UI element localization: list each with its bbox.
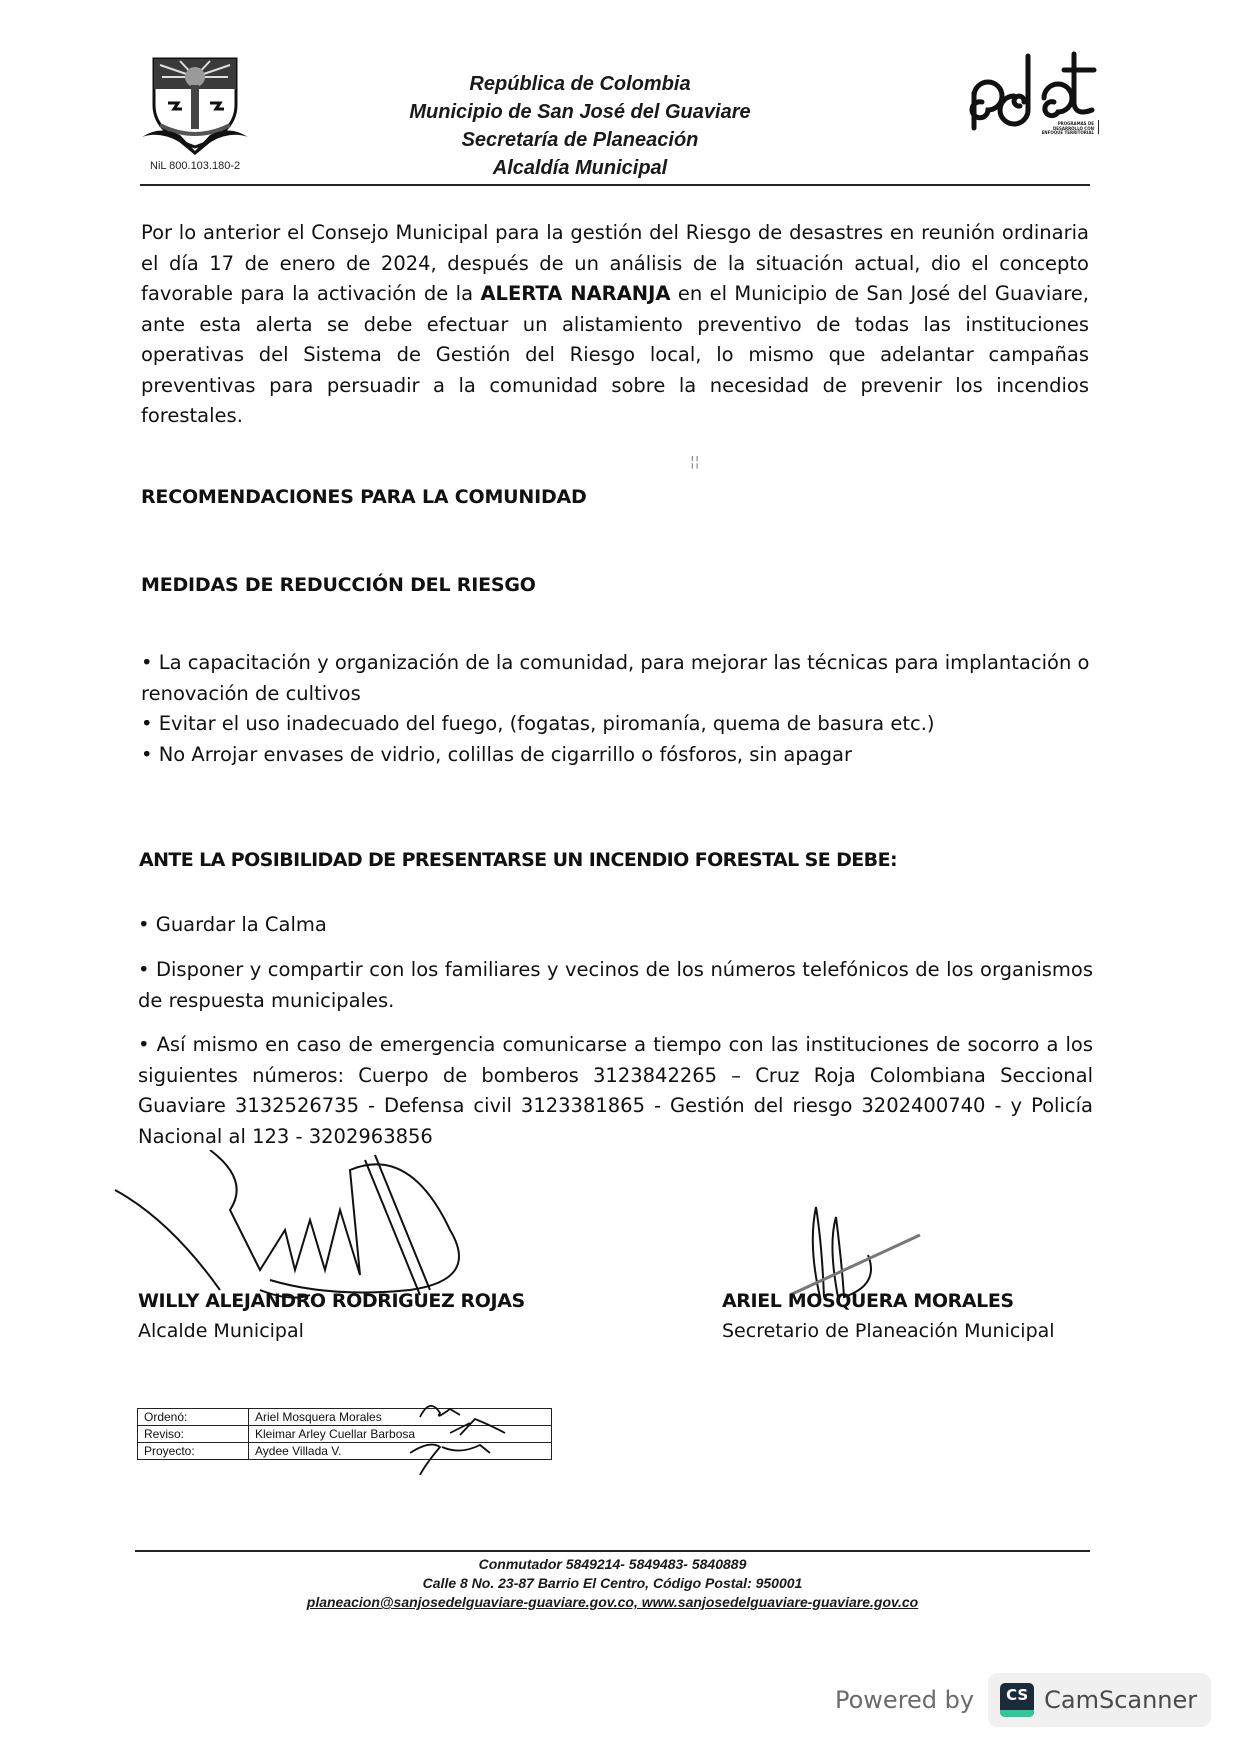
powered-by-label: Powered by: [835, 1686, 975, 1714]
section-heading-recommendations: RECOMENDACIONES PARA LA COMUNIDAD: [141, 486, 587, 508]
mayor-role: Alcalde Municipal: [138, 1320, 304, 1342]
letterhead-title: [360, 70, 800, 182]
mayor-signature: [110, 1150, 530, 1300]
initials-signatures: [380, 1395, 530, 1475]
row-value: Aydee Villada V.: [249, 1443, 552, 1460]
header-line-mayoralty: Alcaldía Municipal: [492, 157, 668, 179]
secretary-name: ARIEL MOSQUERA MORALES: [722, 1290, 1014, 1312]
list-item: • La capacitación y organización de la comunidad, para mejorar las técnicas para implantación o renovación de cultivos: [141, 651, 1090, 705]
pdet-subtitle: PROGRAMAS DE DESARROLLO CON ENFOQUE TERRITORIAL: [1041, 121, 1094, 135]
mayor-name: WILLY ALEJANDRO RODRIGUEZ ROJAS: [138, 1290, 525, 1312]
list-item: • No Arrojar envases de vidrio, colillas de cigarrillo o fósforos, sin apagar: [141, 742, 853, 766]
footer-phones: Conmutador 5849214- 5849483- 5840889: [478, 1556, 747, 1572]
section-heading-fire-possibility: ANTE LA POSIBILIDAD DE PRESENTARSE UN INCENDIO FORESTAL SE DEBE:: [139, 849, 897, 871]
coat-of-arms-logo: [140, 55, 250, 155]
header-line-secretariat: Secretaría de Planeación: [461, 129, 699, 151]
intro-paragraph: [141, 218, 1089, 432]
camscanner-watermark: [835, 1673, 1211, 1727]
secretary-signature: [780, 1205, 930, 1300]
intro-text-1: Por lo anterior el Consejo Municipal para la gestión del Riesgo de desastres en reunión ordinaria el día 17 de enero de 2024, después de un análisis de la situación actual, dio el concepto favorable para la activación de la: [141, 221, 1089, 305]
header-divider: [140, 184, 1090, 186]
section-heading-risk-reduction: MEDIDAS DE REDUCCIÓN DEL RIESGO: [141, 574, 536, 596]
footer-divider: [135, 1550, 1090, 1552]
scan-artifact: ¦¦: [690, 454, 700, 470]
pdet-logo: [968, 48, 1108, 138]
nit-number: NiL 800.103.180-2: [150, 160, 241, 172]
alert-level: ALERTA NARANJA: [480, 282, 671, 305]
camscanner-logo-icon: CS: [1000, 1683, 1034, 1717]
fire-actions-list-item-1: • Guardar la Calma: [138, 913, 327, 936]
footer-address: Calle 8 No. 23-87 Barrio El Centro, Código Postal: 950001: [422, 1575, 803, 1591]
row-label: Reviso:: [138, 1426, 249, 1443]
pdet-divider: [1098, 120, 1099, 134]
row-value: Kleimar Arley Cuellar Barbosa: [249, 1426, 552, 1443]
fire-actions-list-item-2: • Disponer y compartir con los familiares y vecinos de los números telefónicos de los organismos de respuesta municipales.: [138, 958, 1094, 1012]
intro-text-2: en el Municipio de San José del Guaviare, ante esta alerta se debe efectuar un alistamiento preventivo de todas las instituciones operativas del Sistema de Gestión del Riesgo local, lo mismo que adelantar campañas preventivas para persuadir a la comunidad sobre la necesidad de prevenir los incendios forestales.: [141, 282, 1089, 427]
secretary-role: Secretario de Planeación Municipal: [722, 1320, 1055, 1342]
header-line-municipality: Municipio de San José del Guaviare: [409, 101, 751, 123]
row-value: Ariel Mosquera Morales: [249, 1409, 552, 1426]
camscanner-brand: CamScanner: [1044, 1686, 1198, 1714]
fire-actions-list-item-3: • Así mismo en caso de emergencia comunicarse a tiempo con las instituciones de socorro a los siguientes números: Cuerpo de bomberos 3123842265 – Cruz Roja Colombiana Seccional Guaviare 3132526735 - Defensa civil 3123381865 - Gestión del riesgo 3202400740 - y Policía Nacional al 123 - 3202963856: [138, 1033, 1094, 1148]
risk-reduction-list: [141, 648, 1096, 770]
header-line-republic: República de Colombia: [469, 73, 691, 95]
row-label: Proyecto:: [138, 1443, 249, 1460]
footer-contact-links[interactable]: planeacion@sanjosedelguaviare-guaviare.gov.co, www.sanjosedelguaviare-guaviare.gov.co: [306, 1594, 919, 1610]
row-label: Ordenó:: [138, 1409, 249, 1426]
camscanner-badge: [988, 1673, 1211, 1727]
list-item: • Evitar el uso inadecuado del fuego, (fogatas, piromanía, quema de basura etc.): [141, 712, 935, 735]
